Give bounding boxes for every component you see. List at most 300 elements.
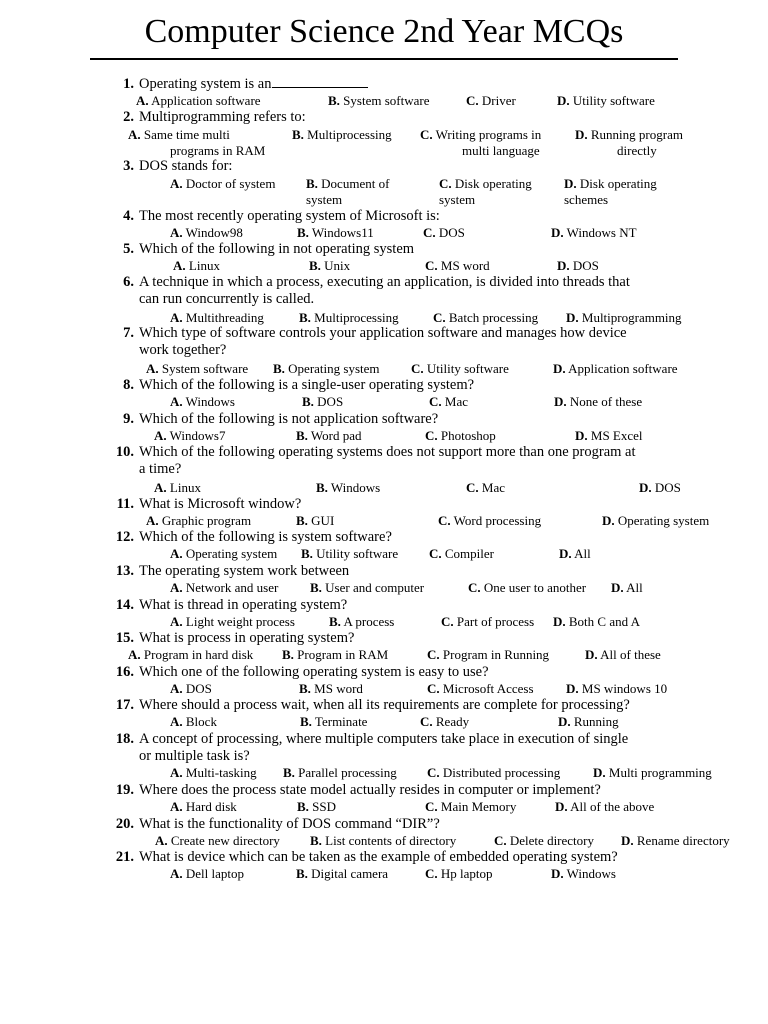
option-b	[316, 480, 380, 496]
question-text: Where does the process state model actually resides in computer or implement?	[139, 782, 601, 798]
option-text: All	[571, 546, 591, 561]
option-letter: B.	[273, 361, 285, 376]
option-c	[425, 799, 516, 815]
option-a	[170, 681, 212, 697]
option-d	[585, 647, 661, 663]
option-text-continued: schemes	[564, 192, 609, 207]
option-text: MS word	[310, 681, 363, 696]
option-a	[170, 799, 237, 815]
option-d	[553, 614, 640, 630]
question-text: Which of the following is system software?	[139, 529, 392, 545]
option-text: Block	[182, 714, 217, 729]
option-letter: A.	[170, 799, 183, 814]
question-number: 3.	[123, 158, 134, 174]
option-d	[551, 225, 637, 241]
option-b	[310, 833, 456, 849]
option-letter: D.	[602, 513, 615, 528]
option-text-continued: system	[439, 192, 476, 207]
question-text: A concept of processing, where multiple computers take place in execution of single	[139, 731, 629, 747]
question-text: What is process in operating system?	[139, 630, 355, 646]
option-text: MS Excel	[587, 428, 643, 443]
option-d	[557, 93, 655, 109]
option-text: Delete directory	[506, 833, 594, 848]
option-text: DOS	[313, 394, 344, 409]
question-number: 9.	[123, 411, 134, 427]
option-text: Same time multi	[140, 127, 230, 142]
option-letter: C.	[427, 681, 440, 696]
question-number: 10.	[115, 444, 134, 460]
question-text: A technique in which a process, executing an application, is divided into threads that	[139, 274, 630, 290]
option-letter: D.	[559, 546, 572, 561]
option-text: Multiprogramming	[578, 310, 682, 325]
option-b	[283, 765, 397, 781]
question-text: or multiple task is?	[139, 748, 250, 764]
option-a	[136, 93, 261, 109]
option-letter: B.	[329, 614, 341, 629]
option-text: Utility software	[423, 361, 509, 376]
option-c	[425, 428, 496, 444]
option-text: Program in hard disk	[140, 647, 254, 662]
option-c	[427, 681, 534, 697]
option-text: System software	[158, 361, 249, 376]
option-letter: D.	[639, 480, 652, 495]
option-letter: A.	[128, 647, 141, 662]
question-number: 21.	[115, 849, 134, 865]
option-c	[411, 361, 509, 377]
option-text: Running	[570, 714, 619, 729]
question-text: work together?	[139, 342, 227, 358]
option-b	[328, 93, 429, 109]
question-number: 6.	[123, 274, 134, 290]
option-letter: C.	[427, 765, 440, 780]
option-text: Multi programming	[605, 765, 712, 780]
option-text: Mac	[478, 480, 505, 495]
question-text: DOS stands for:	[139, 158, 233, 174]
option-c	[423, 225, 465, 241]
option-d	[554, 394, 642, 410]
option-b	[296, 428, 362, 444]
question-text: The most recently operating system of Microsoft is:	[139, 208, 440, 224]
option-text: None of these	[566, 394, 643, 409]
option-text: Create new directory	[167, 833, 280, 848]
option-c	[420, 127, 541, 159]
option-letter: D.	[558, 714, 571, 729]
option-text: Running program	[587, 127, 683, 142]
option-text: Operating system	[182, 546, 278, 561]
option-letter: B.	[297, 799, 309, 814]
option-c	[494, 833, 594, 849]
option-text: Photoshop	[437, 428, 496, 443]
option-text: All of these	[597, 647, 661, 662]
question-10	[115, 444, 636, 478]
option-text: Rename directory	[633, 833, 730, 848]
option-text: SSD	[308, 799, 337, 814]
question-15	[115, 630, 355, 647]
option-letter: B.	[282, 647, 294, 662]
option-c	[466, 93, 516, 109]
option-text: Windows7	[166, 428, 226, 443]
option-text: Hard disk	[182, 799, 237, 814]
option-letter: A.	[170, 394, 183, 409]
option-letter: C.	[466, 480, 479, 495]
option-b	[300, 714, 367, 730]
option-letter: C.	[433, 310, 446, 325]
option-text: Writing programs in	[432, 127, 542, 142]
option-d	[639, 480, 681, 496]
question-text: a time?	[139, 461, 182, 477]
question-text: can run concurrently is called.	[139, 291, 315, 307]
option-text: Word pad	[307, 428, 362, 443]
option-a	[170, 580, 278, 596]
option-text: Multiprocessing	[310, 310, 399, 325]
question-text: Which of the following operating systems does not support more than one program at	[139, 444, 636, 460]
option-letter: C.	[441, 614, 454, 629]
question-text: Multiprogramming refers to:	[139, 109, 306, 125]
option-letter: D.	[593, 765, 606, 780]
option-b	[306, 176, 389, 208]
question-text: The operating system work between	[139, 563, 350, 579]
option-text: Compiler	[441, 546, 494, 561]
question-number: 1.	[123, 76, 134, 92]
option-text: Driver	[478, 93, 516, 108]
option-text: Digital camera	[307, 866, 389, 881]
option-text: Part of process	[453, 614, 535, 629]
option-d	[551, 866, 616, 882]
option-letter: D.	[566, 310, 579, 325]
option-letter: C.	[494, 833, 507, 848]
option-text: Unix	[320, 258, 351, 273]
option-letter: D.	[553, 614, 566, 629]
option-text: Distributed processing	[439, 765, 561, 780]
option-text: User and computer	[321, 580, 425, 595]
option-letter: A.	[146, 513, 159, 528]
option-text: One user to another	[480, 580, 587, 595]
option-letter: C.	[468, 580, 481, 595]
option-a	[170, 394, 235, 410]
option-letter: C.	[427, 647, 440, 662]
option-letter: A.	[128, 127, 141, 142]
answer-blank	[272, 76, 368, 88]
option-letter: B.	[299, 310, 311, 325]
option-d	[564, 176, 657, 208]
option-text: MS windows 10	[578, 681, 668, 696]
question-text: Which of the following in not operating system	[139, 241, 415, 257]
option-b	[299, 310, 399, 326]
option-letter: A.	[170, 866, 183, 881]
question-1	[123, 76, 368, 93]
option-text: Multiprocessing	[303, 127, 392, 142]
option-text: Dell laptop	[182, 866, 245, 881]
question-9	[123, 411, 439, 428]
option-text: System software	[339, 93, 430, 108]
option-letter: C.	[438, 513, 451, 528]
option-text: Batch processing	[445, 310, 539, 325]
option-d	[557, 258, 599, 274]
option-text: DOS	[569, 258, 599, 273]
option-b	[301, 546, 398, 562]
option-letter: C.	[425, 866, 438, 881]
option-b	[297, 225, 374, 241]
option-letter: D.	[566, 681, 579, 696]
option-a	[128, 127, 265, 159]
option-letter: D.	[621, 833, 634, 848]
option-letter: B.	[299, 681, 311, 696]
option-text: All of the above	[567, 799, 655, 814]
option-c	[466, 480, 505, 496]
option-text-continued: system	[306, 192, 343, 207]
option-letter: A.	[170, 580, 183, 595]
option-letter: C.	[439, 176, 452, 191]
option-b	[273, 361, 380, 377]
question-2	[123, 109, 306, 126]
option-b	[302, 394, 343, 410]
option-letter: C.	[425, 799, 438, 814]
option-letter: D.	[554, 394, 567, 409]
option-letter: D.	[585, 647, 598, 662]
option-c	[429, 546, 494, 562]
option-a	[146, 513, 251, 529]
option-c	[427, 765, 560, 781]
option-letter: C.	[420, 714, 433, 729]
option-text: DOS	[651, 480, 681, 495]
option-text: Multithreading	[182, 310, 264, 325]
option-b	[329, 614, 394, 630]
option-c	[438, 513, 541, 529]
option-letter: A.	[170, 225, 183, 240]
question-text: What is device which can be taken as the example of embedded operating system?	[139, 849, 618, 865]
option-letter: B.	[292, 127, 304, 142]
option-text: Application software	[148, 93, 261, 108]
option-letter: B.	[309, 258, 321, 273]
option-text: Window98	[182, 225, 243, 240]
question-text: Which of the following is not application software?	[139, 411, 439, 427]
option-text: Operating system	[614, 513, 710, 528]
option-text: Disk operating	[576, 176, 657, 191]
option-c	[433, 310, 538, 326]
question-text: What is the functionality of DOS command “DIR”?	[139, 816, 440, 832]
option-text: Windows	[563, 866, 616, 881]
option-text: Utility software	[312, 546, 399, 561]
option-letter: A.	[170, 546, 183, 561]
question-number: 16.	[115, 664, 134, 680]
option-d	[611, 580, 643, 596]
question-13	[115, 563, 350, 580]
option-letter: C.	[425, 428, 438, 443]
option-c	[427, 647, 549, 663]
question-number: 14.	[115, 597, 134, 613]
option-d	[593, 765, 712, 781]
option-letter: B.	[296, 513, 308, 528]
option-letter: C.	[429, 394, 442, 409]
option-text: A process	[340, 614, 395, 629]
option-letter: D.	[555, 799, 568, 814]
question-text: Which type of software controls your application software and manages how device	[139, 325, 627, 341]
option-a	[170, 546, 277, 562]
option-text: Both C and A	[565, 614, 641, 629]
page-title: Computer Science 2nd Year MCQs	[144, 13, 624, 50]
option-d	[602, 513, 709, 529]
option-a	[155, 833, 280, 849]
question-number: 18.	[115, 731, 134, 747]
option-a	[173, 258, 220, 274]
option-letter: B.	[302, 394, 314, 409]
question-18	[115, 731, 629, 765]
question-21	[115, 849, 618, 866]
option-text: Main Memory	[437, 799, 517, 814]
option-c	[425, 866, 493, 882]
option-text: Disk operating	[451, 176, 532, 191]
option-text: Doctor of system	[182, 176, 276, 191]
option-letter: B.	[297, 225, 309, 240]
option-d	[575, 428, 643, 444]
option-letter: D.	[551, 866, 564, 881]
option-a	[170, 614, 295, 630]
option-letter: B.	[306, 176, 318, 191]
option-text: Operating system	[284, 361, 380, 376]
option-letter: C.	[466, 93, 479, 108]
question-number: 5.	[123, 241, 134, 257]
option-letter: A.	[170, 681, 183, 696]
question-number: 11.	[116, 496, 134, 512]
question-number: 12.	[115, 529, 134, 545]
option-text: Light weight process	[182, 614, 295, 629]
question-19	[115, 782, 601, 799]
option-letter: A.	[170, 310, 183, 325]
option-b	[299, 681, 363, 697]
option-a	[170, 765, 257, 781]
option-c	[439, 176, 532, 208]
option-letter: A.	[170, 614, 183, 629]
question-number: 15.	[115, 630, 134, 646]
option-b	[297, 799, 336, 815]
option-a	[170, 714, 217, 730]
option-text: Ready	[432, 714, 470, 729]
option-text: Terminate	[311, 714, 368, 729]
question-number: 20.	[115, 816, 134, 832]
option-text: MS word	[437, 258, 490, 273]
option-text: Program in Running	[439, 647, 550, 662]
option-letter: A.	[173, 258, 186, 273]
option-c	[441, 614, 534, 630]
option-text-continued: directly	[617, 143, 657, 158]
option-text: Graphic program	[158, 513, 252, 528]
option-letter: B.	[328, 93, 340, 108]
question-text: Which of the following is a single-user operating system?	[139, 377, 475, 393]
option-b	[282, 647, 388, 663]
question-number: 13.	[115, 563, 134, 579]
option-d	[566, 310, 682, 326]
question-text: What is thread in operating system?	[139, 597, 348, 613]
option-a	[170, 310, 264, 326]
option-text: Program in RAM	[293, 647, 389, 662]
option-text: Microsoft Access	[439, 681, 534, 696]
question-number: 8.	[123, 377, 134, 393]
option-c	[429, 394, 468, 410]
question-number: 4.	[123, 208, 134, 224]
question-number: 17.	[115, 697, 134, 713]
question-4	[123, 208, 440, 225]
option-letter: B.	[296, 428, 308, 443]
option-letter: D.	[551, 225, 564, 240]
question-text: What is Microsoft window?	[139, 496, 302, 512]
question-text: Operating system is an	[139, 76, 272, 92]
option-letter: D.	[564, 176, 577, 191]
option-letter: A.	[170, 176, 183, 191]
option-letter: B.	[316, 480, 328, 495]
option-a	[154, 428, 225, 444]
option-text: All	[623, 580, 643, 595]
option-text: GUI	[307, 513, 335, 528]
option-letter: B.	[310, 833, 322, 848]
option-c	[425, 258, 490, 274]
option-text: List contents of directory	[321, 833, 457, 848]
option-letter: C.	[420, 127, 433, 142]
option-d	[555, 799, 654, 815]
option-text: Hp laptop	[437, 866, 493, 881]
option-text: Windows NT	[563, 225, 637, 240]
option-b	[296, 513, 334, 529]
option-text: Windows	[182, 394, 235, 409]
option-letter: A.	[170, 714, 183, 729]
option-letter: D.	[575, 428, 588, 443]
option-letter: B.	[301, 546, 313, 561]
question-7	[123, 325, 627, 359]
option-d	[575, 127, 683, 159]
option-text-continued: programs in RAM	[170, 143, 266, 158]
option-d	[559, 546, 591, 562]
option-letter: C.	[411, 361, 424, 376]
option-c	[420, 714, 469, 730]
option-a	[146, 361, 248, 377]
option-d	[553, 361, 678, 377]
option-letter: A.	[146, 361, 159, 376]
question-20	[115, 816, 440, 833]
option-b	[310, 580, 424, 596]
option-a	[170, 225, 243, 241]
option-letter: B.	[310, 580, 322, 595]
option-letter: C.	[429, 546, 442, 561]
option-text: DOS	[182, 681, 212, 696]
question-11	[116, 496, 302, 513]
option-c	[468, 580, 586, 596]
option-b	[309, 258, 350, 274]
option-letter: A.	[154, 480, 167, 495]
question-17	[115, 697, 630, 714]
option-b	[296, 866, 388, 882]
question-14	[115, 597, 348, 614]
question-5	[123, 241, 415, 258]
option-letter: B.	[300, 714, 312, 729]
option-d	[558, 714, 619, 730]
option-text: Document of	[317, 176, 390, 191]
option-text: Word processing	[450, 513, 542, 528]
option-text: Windows11	[308, 225, 374, 240]
option-text: Windows	[327, 480, 381, 495]
option-text: Multi-tasking	[182, 765, 257, 780]
option-letter: A.	[136, 93, 149, 108]
option-text-continued: multi language	[462, 143, 540, 158]
option-a	[170, 866, 244, 882]
option-text: Linux	[185, 258, 220, 273]
question-12	[115, 529, 392, 546]
option-text: Linux	[166, 480, 201, 495]
option-d	[566, 681, 667, 697]
option-letter: C.	[423, 225, 436, 240]
question-text: Where should a process wait, when all its requirements are complete for processing?	[139, 697, 630, 713]
question-6	[123, 274, 630, 308]
title-divider	[90, 58, 678, 60]
option-letter: A.	[154, 428, 167, 443]
